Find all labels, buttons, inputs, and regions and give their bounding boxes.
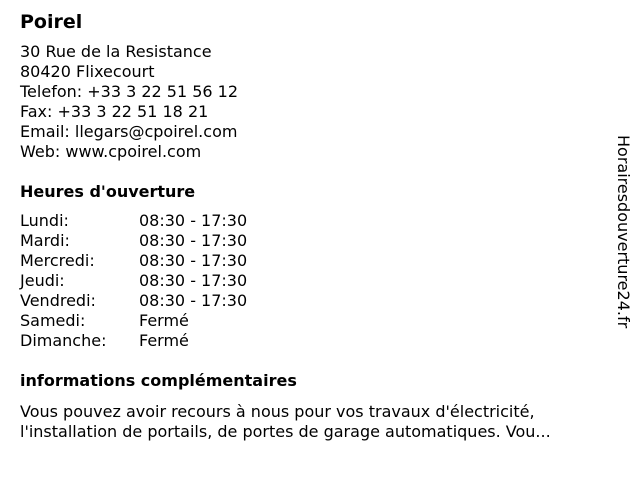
hours-row <box>20 211 610 231</box>
city-address: 80420 Flixecourt <box>20 62 155 81</box>
site-watermark: Horairesdouverture24.fr <box>614 135 633 329</box>
day-label: Mercredi: <box>20 251 95 270</box>
day-hours: 08:30 - 17:30 <box>139 291 248 310</box>
hours-row <box>20 251 610 271</box>
info-text: Vous pouvez avoir recours à nous pour vos travaux d'électricité, l'installation de portails, de portes de garage automatiques. Vou... <box>20 402 551 441</box>
day-label: Vendredi: <box>20 291 96 310</box>
street-address: 30 Rue de la Resistance <box>20 42 212 61</box>
day-label: Samedi: <box>20 311 86 330</box>
day-hours: 08:30 - 17:30 <box>139 231 248 250</box>
info-title: informations complémentaires <box>20 371 297 390</box>
hours-title: Heures d'ouverture <box>20 182 196 201</box>
email-address: Email: llegars@cpoirel.com <box>20 122 238 141</box>
phone-number: Telefon: +33 3 22 51 56 12 <box>20 82 239 101</box>
business-card <box>20 10 610 442</box>
hours-row <box>20 331 610 351</box>
day-label: Dimanche: <box>20 331 107 350</box>
hours-table <box>20 211 610 351</box>
day-label: Mardi: <box>20 231 70 250</box>
business-name: Poirel <box>20 11 83 33</box>
contact-block <box>20 42 610 162</box>
hours-row <box>20 271 610 291</box>
day-hours: 08:30 - 17:30 <box>139 211 248 230</box>
website: Web: www.cpoirel.com <box>20 142 202 161</box>
day-hours: Fermé <box>139 331 189 350</box>
day-label: Jeudi: <box>20 271 65 290</box>
day-hours: 08:30 - 17:30 <box>139 251 248 270</box>
day-hours: 08:30 - 17:30 <box>139 271 248 290</box>
day-label: Lundi: <box>20 211 69 230</box>
hours-row <box>20 231 610 251</box>
hours-row <box>20 291 610 311</box>
day-hours: Fermé <box>139 311 189 330</box>
fax-number: Fax: +33 3 22 51 18 21 <box>20 102 209 121</box>
hours-row <box>20 311 610 331</box>
